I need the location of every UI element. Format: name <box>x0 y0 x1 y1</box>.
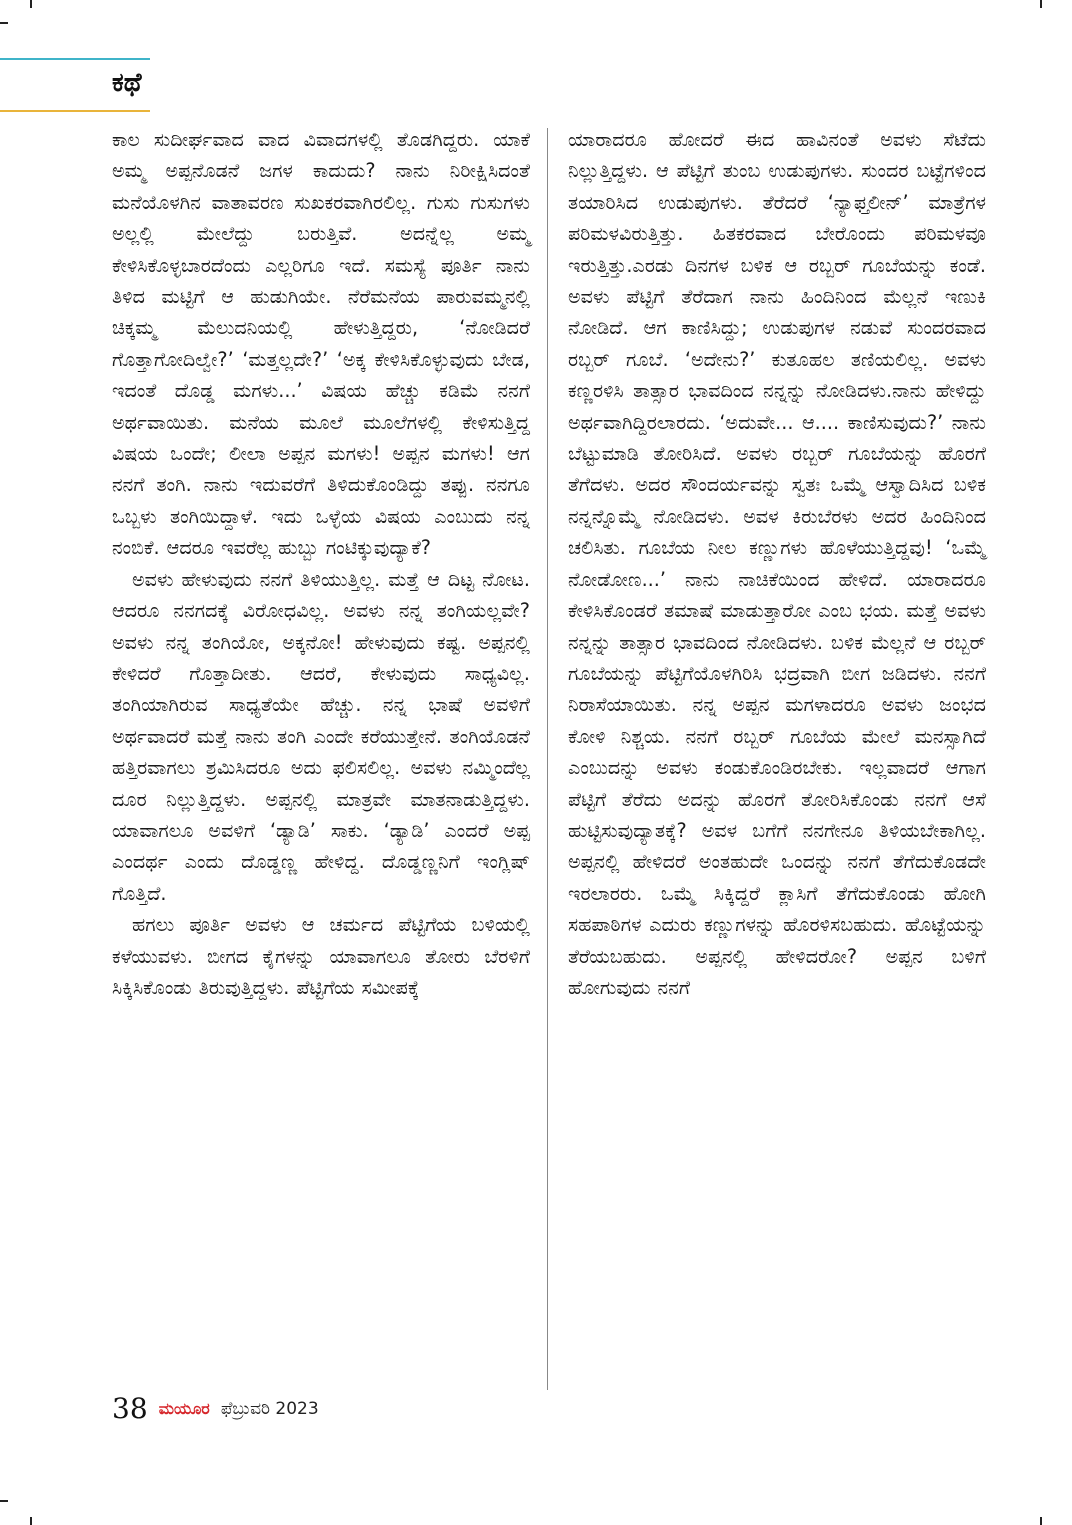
magazine-logo: ಮಯೂರ <box>158 1398 210 1418</box>
section-tag <box>0 58 150 112</box>
crop-mark <box>0 22 8 24</box>
crop-mark <box>0 1500 8 1502</box>
paragraph: ಕಾಲ ಸುದೀರ್ಘವಾದ ವಾದ ವಿವಾದಗಳಲ್ಲಿ ತೊಡಗಿದ್ದರು. ಯಾಕೆ ಅಮ್ಮ ಅಪ್ಪನೊಡನೆ ಜಗಳ ಕಾದುದು? ನಾನು ನಿರೀಕ್ಷಿಸಿದಂತೆ ಮನೆಯೊಳಗಿನ ವಾತಾವರಣ ಸುಖಕರವಾಗಿರಲಿಲ್ಲ. ಗುಸು ಗುಸುಗಳು ಅಲ್ಲಲ್ಲಿ ಮೇಲೆದ್ದು ಬರುತ್ತಿವೆ. ಅದನ್ನೆಲ್ಲ ಅಮ್ಮ ಕೇಳಿಸಿಕೊಳ್ಳಬಾರದೆಂದು ಎಲ್ಲರಿಗೂ ಇದೆ. ಸಮಸ್ಯೆ ಪೂರ್ತಿ ನಾನು ತಿಳಿದ ಮಟ್ಟಿಗೆ ಆ ಹುಡುಗಿಯೇ. ನೆರೆಮನೆಯ ಪಾರುವಮ್ಮನಲ್ಲಿ ಚಿಕ್ಕಮ್ಮ ಮೆಲುದನಿಯಲ್ಲಿ ಹೇಳುತ್ತಿದ್ದರು, ‘ನೋಡಿದರೆ ಗೊತ್ತಾಗೋದಿಲ್ವೇ?’ ‘ಮತ್ತಲ್ಲದೇ?’ ‘ಅಕ್ಕ ಕೇಳಿಸಿಕೊಳ್ಳುವುದು ಬೇಡ, ಇದಂತೆ ದೊಡ್ಡ ಮಗಳು...’ ವಿಷಯ ಹೆಚ್ಚು ಕಡಿಮೆ ನನಗೆ ಅರ್ಥವಾಯಿತು. ಮನೆಯ ಮೂಲೆ ಮೂಲೆಗಳಲ್ಲಿ ಕೇಳಿಸುತ್ತಿದ್ದ ವಿಷಯ ಒಂದೇ; ಲೀಲಾ ಅಪ್ಪನ ಮಗಳು! ಅಪ್ಪನ ಮಗಳು! ಆಗ ನನಗೆ ತಂಗಿ. ನಾನು ಇದುವರೆಗೆ ತಿಳಿದುಕೊಂಡಿದ್ದು ತಪ್ಪು. ನನಗೂ ಒಬ್ಬಳು ತಂಗಿಯಿದ್ದಾಳೆ. ಇದು ಒಳ್ಳೆಯ ವಿಷಯ ಎಂಬುದು ನನ್ನ ನಂಬಿಕೆ. ಆದರೂ ಇವರೆಲ್ಲ ಹುಬ್ಬು ಗಂಟಿಕ್ಕುವುದ್ಯಾಕೆ? <box>112 128 530 560</box>
crop-mark <box>1040 0 1042 8</box>
page-number: 38 <box>112 1392 148 1425</box>
left-column <box>112 124 530 1003</box>
column-divider <box>547 128 548 1390</box>
paragraph: ಹಗಲು ಪೂರ್ತಿ ಅವಳು ಆ ಚರ್ಮದ ಪೆಟ್ಟಿಗೆಯ ಬಳಿಯಲ್ಲಿ ಕಳೆಯುವಳು. ಬೀಗದ ಕೈಗಳನ್ನು ಯಾವಾಗಲೂ ತೋರು ಬೆರಳಿಗೆ ಸಿಕ್ಕಿಸಿಕೊಂಡು ತಿರುವುತ್ತಿದ್ದಳು. ಪೆಟ್ಟಿಗೆಯ ಸಮೀಪಕ್ಕೆ <box>112 913 530 999</box>
right-column <box>568 124 986 1003</box>
section-label: ಕಥೆ <box>112 68 142 98</box>
page-footer <box>112 1392 319 1432</box>
crop-mark <box>30 1517 32 1525</box>
crop-mark <box>30 0 32 8</box>
paragraph: ಯಾರಾದರೂ ಹೋದರೆ ಈದ ಹಾವಿನಂತೆ ಅವಳು ಸೆಟೆದು ನಿಲ್ಲುತ್ತಿದ್ದಳು. ಆ ಪೆಟ್ಟಿಗೆ ತುಂಬ ಉಡುಪುಗಳು. ಸುಂದರ ಬಟ್ಟೆಗಳಿಂದ ತಯಾರಿಸಿದ ಉಡುಪುಗಳು. ತೆರೆದರೆ ‘ನ್ಯಾಫ್ತಲೀನ್’ ಮಾತ್ರೆಗಳ ಪರಿಮಳವಿರುತ್ತಿತ್ತು. ಹಿತಕರವಾದ ಬೇರೊಂದು ಪರಿಮಳವೂ ಇರುತ್ತಿತ್ತು.ಎರಡು ದಿನಗಳ ಬಳಿಕ ಆ ರಬ್ಬರ್ ಗೂಬೆಯನ್ನು ಕಂಡೆ. ಅವಳು ಪೆಟ್ಟಿಗೆ ತೆರೆದಾಗ ನಾನು ಹಿಂದಿನಿಂದ ಮೆಲ್ಲನೆ ಇಣುಕಿ ನೋಡಿದೆ. ಆಗ ಕಾಣಿಸಿದ್ದು; ಉಡುಪುಗಳ ನಡುವೆ ಸುಂದರವಾದ ರಬ್ಬರ್ ಗೂಬೆ. ‘ಅದೇನು?’ ಕುತೂಹಲ ತಣಿಯಲಿಲ್ಲ. ಅವಳು ಕಣ್ಣರಳಿಸಿ ತಾತ್ಸಾರ ಭಾವದಿಂದ ನನ್ನನ್ನು ನೋಡಿದಳು.ನಾನು ಹೇಳಿದ್ದು ಅರ್ಥವಾಗಿದ್ದಿರಲಾರದು. ‘ಅದುವೇ... ಆ.... ಕಾಣಿಸುವುದು?’ ನಾನು ಬೆಟ್ಟುಮಾಡಿ ತೋರಿಸಿದೆ. ಅವಳು ರಬ್ಬರ್ ಗೂಬೆಯನ್ನು ಹೊರಗೆ ತೆಗೆದಳು. ಅದರ ಸೌಂದರ್ಯವನ್ನು ಸ್ವತಃ ಒಮ್ಮೆ ಆಸ್ವಾದಿಸಿದ ಬಳಿಕ ನನ್ನನ್ನೊಮ್ಮೆ ನೋಡಿದಳು. ಅವಳ ಕಿರುಬೆರಳು ಅದರ ಹಿಂದಿನಿಂದ ಚಲಿಸಿತು. ಗೂಬೆಯ ನೀಲ ಕಣ್ಣುಗಳು ಹೊಳೆಯುತ್ತಿದ್ದವು! ‘ಒಮ್ಮೆ ನೋಡೋಣ...’ ನಾನು ನಾಚಿಕೆಯಿಂದ ಹೇಳಿದೆ. ಯಾರಾದರೂ ಕೇಳಿಸಿಕೊಂಡರೆ ತಮಾಷೆ ಮಾಡುತ್ತಾರೋ ಎಂಬ ಭಯ. ಮತ್ತೆ ಅವಳು ನನ್ನನ್ನು ತಾತ್ಸಾರ ಭಾವದಿಂದ ನೋಡಿದಳು. ಬಳಿಕ ಮೆಲ್ಲನೆ ಆ ರಬ್ಬರ್ ಗೂಬೆಯನ್ನು ಪೆಟ್ಟಿಗೆಯೊಳಗಿರಿಸಿ ಭದ್ರವಾಗಿ ಬೀಗ ಜಡಿದಳು. ನನಗೆ ನಿರಾಸೆಯಾಯಿತು. ನನ್ನ ಅಪ್ಪನ ಮಗಳಾದರೂ ಅವಳು ಜಂಭದ ಕೋಳಿ ನಿಶ್ಚಯ. ನನಗೆ ರಬ್ಬರ್ ಗೂಬೆಯ ಮೇಲೆ ಮನಸ್ಸಾಗಿದೆ ಎಂಬುದನ್ನು ಅವಳು ಕಂಡುಕೊಂಡಿರಬೇಕು. ಇಲ್ಲವಾದರೆ ಆಗಾಗ ಪೆಟ್ಟಿಗೆ ತೆರೆದು ಅದನ್ನು ಹೊರಗೆ ತೋರಿಸಿಕೊಂಡು ನನಗೆ ಆಸೆ ಹುಟ್ಟಿಸುವುದ್ಯಾತಕ್ಕೆ? ಅವಳ ಬಗೆಗೆ ನನಗೇನೂ ತಿಳಿಯಬೇಕಾಗಿಲ್ಲ. ಅಪ್ಪನಲ್ಲಿ ಹೇಳಿದರೆ ಅಂತಹುದೇ ಒಂದನ್ನು ನನಗೆ ತೆಗೆದುಕೊಡದೇ ಇರಲಾರರು. ಒಮ್ಮೆ ಸಿಕ್ಕಿದ್ದರೆ ಕ್ಲಾಸಿಗೆ ತೆಗೆದುಕೊಂಡು ಹೋಗಿ ಸಹಪಾಠಿಗಳ ಎದುರು ಕಣ್ಣುಗಳನ್ನು ಹೊರಳಿಸಬಹುದು. ಹೊಟ್ಟೆಯನ್ನು ತೆರೆಯಬಹುದು. ಅಪ್ಪನಲ್ಲಿ ಹೇಳಿದರೋ? ಅಪ್ಪನ ಬಳಿಗೆ ಹೋಗುವುದು ನನಗೆ <box>568 128 986 999</box>
paragraph: ಅವಳು ಹೇಳುವುದು ನನಗೆ ತಿಳಿಯುತ್ತಿಲ್ಲ. ಮತ್ತೆ ಆ ದಿಟ್ಟ ನೋಟ. ಆದರೂ ನನಗದಕ್ಕೆ ವಿರೋಧವಿಲ್ಲ. ಅವಳು ನನ್ನ ತಂಗಿಯಲ್ಲವೇ? ಅವಳು ನನ್ನ ತಂಗಿಯೋ, ಅಕ್ಕನೋ! ಹೇಳುವುದು ಕಷ್ಟ. ಅಪ್ಪನಲ್ಲಿ ಕೇಳಿದರೆ ಗೊತ್ತಾದೀತು. ಆದರೆ, ಕೇಳುವುದು ಸಾಧ್ಯವಿಲ್ಲ. ತಂಗಿಯಾಗಿರುವ ಸಾಧ್ಯತೆಯೇ ಹೆಚ್ಚು. ನನ್ನ ಭಾಷೆ ಅವಳಿಗೆ ಅರ್ಥವಾದರೆ ಮತ್ತೆ ನಾನು ತಂಗಿ ಎಂದೇ ಕರೆಯುತ್ತೇನೆ. ತಂಗಿಯೊಡನೆ ಹತ್ತಿರವಾಗಲು ಶ್ರಮಿಸಿದರೂ ಅದು ಫಲಿಸಲಿಲ್ಲ. ಅವಳು ನಮ್ಮಿಂದೆಲ್ಲ ದೂರ ನಿಲ್ಲುತ್ತಿದ್ದಳು. ಅಪ್ಪನಲ್ಲಿ ಮಾತ್ರವೇ ಮಾತನಾಡುತ್ತಿದ್ದಳು. ಯಾವಾಗಲೂ ಅವಳಿಗೆ ‘ಡ್ಯಾಡಿ’ ಸಾಕು. ‘ಡ್ಯಾಡಿ’ ಎಂದರೆ ಅಪ್ಪ ಎಂದರ್ಥ ಎಂದು ದೊಡ್ಡಣ್ಣ ಹೇಳಿದ್ದ. ದೊಡ್ಡಣ್ಣನಿಗೆ ಇಂಗ್ಲಿಷ್ ಗೊತ್ತಿದೆ. <box>112 567 530 905</box>
crop-mark <box>1040 1517 1042 1525</box>
issue-date: ಫೆಬ್ರುವರಿ 2023 <box>220 1398 319 1419</box>
